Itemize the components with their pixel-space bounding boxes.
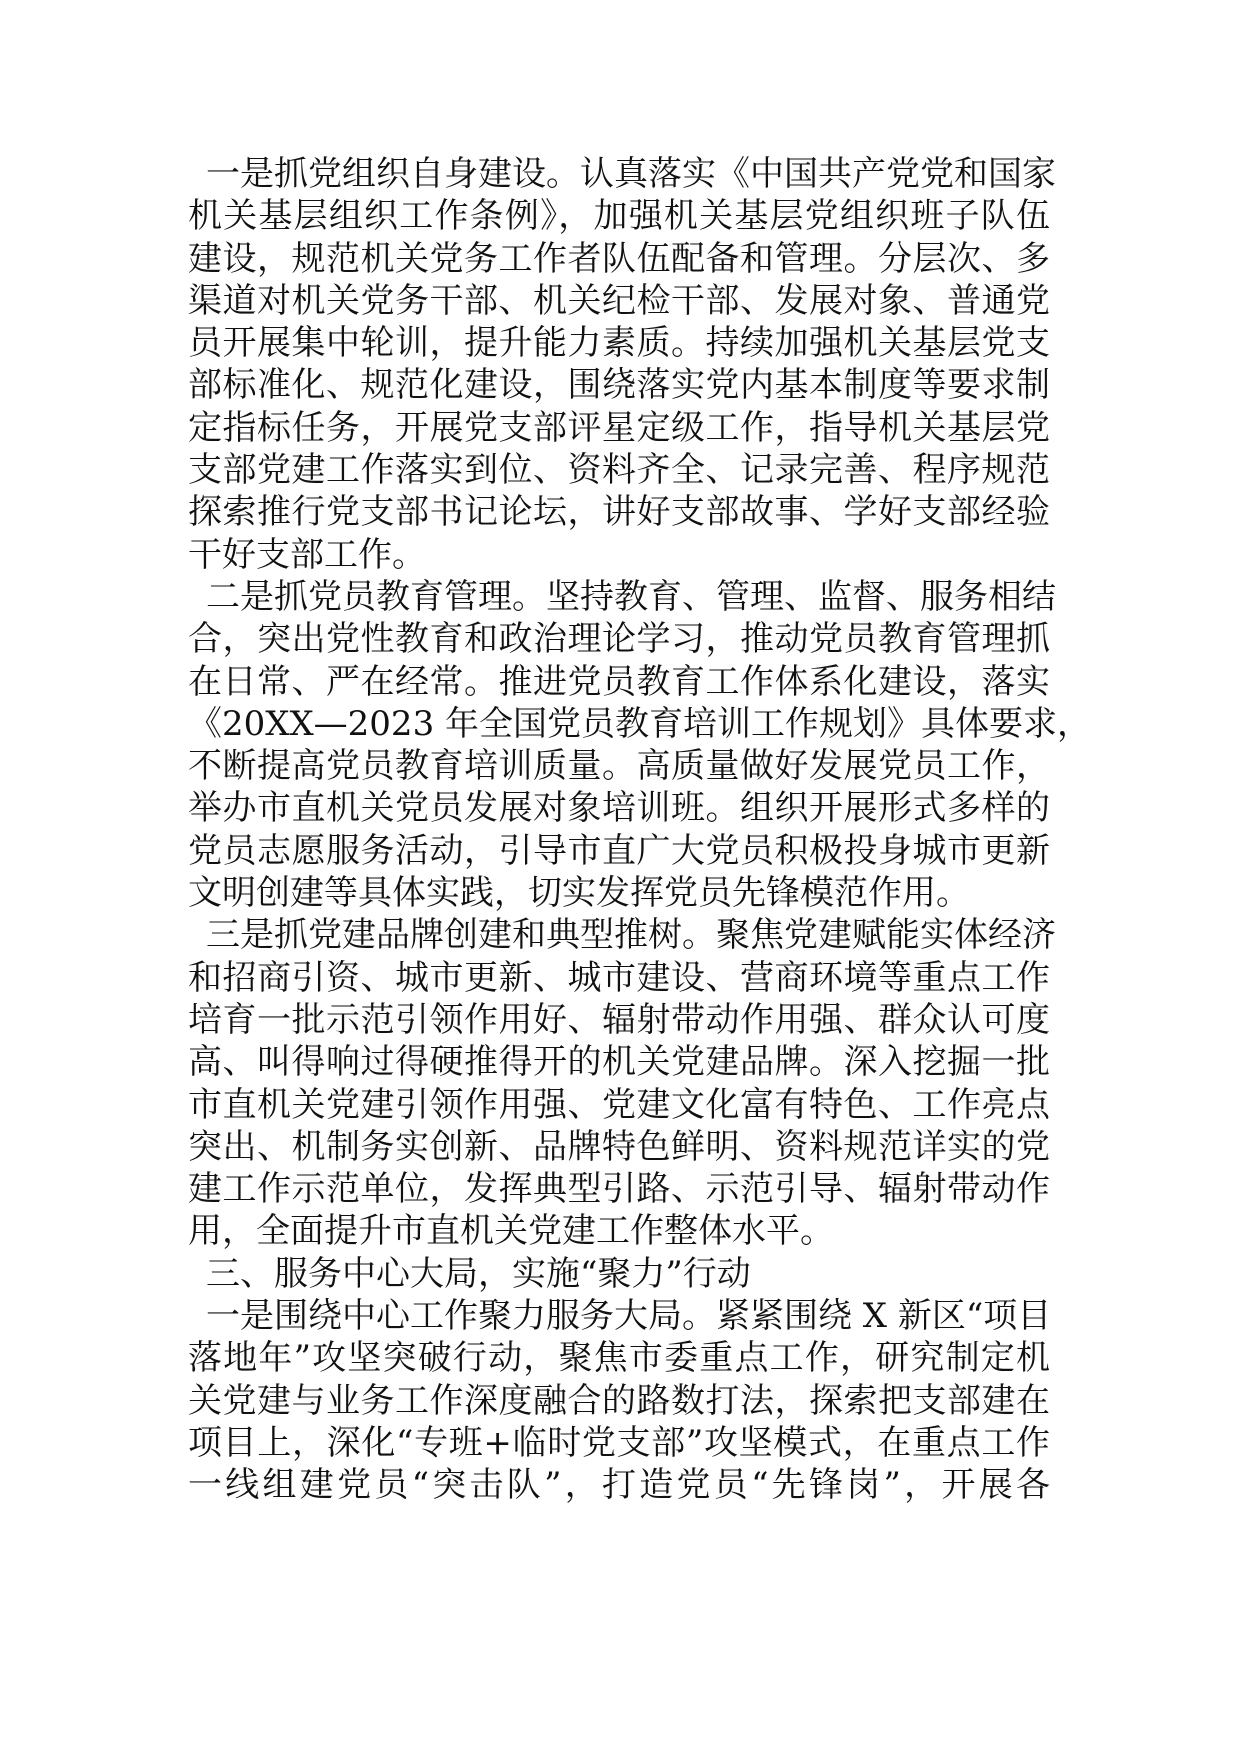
paragraph-2-line: 举办市直机关党员发展对象培训班。组织开展形式多样的 bbox=[188, 788, 1050, 829]
paragraph-1-line: 一是抓党组织自身建设。认真落实《中国共产党党和国家 bbox=[206, 154, 1056, 194]
paragraph-1-line: 干好支部工作。 bbox=[188, 534, 426, 575]
document-page bbox=[188, 153, 1092, 1507]
paragraph-3-line: 突出、机制务实创新、品牌特色鲜明、资料规范详实的党 bbox=[188, 1126, 1050, 1167]
paragraph-2-line: 《20XX—2023 年全国党员教育培训工作规划》具体要求， bbox=[188, 703, 1092, 744]
paragraph-4-line: 落地年”攻坚突破行动，聚焦市委重点工作，研究制定机 bbox=[188, 1338, 1050, 1379]
paragraph-4-line: 关党建与业务工作深度融合的路数打法，探索把支部建在 bbox=[188, 1380, 1050, 1421]
paragraph-4-line: 项目上，深化“专班+临时党支部”攻坚模式，在重点工作 bbox=[188, 1422, 1050, 1463]
section-heading: 三、服务中心大局，实施“聚力”行动 bbox=[206, 1253, 751, 1294]
paragraph-1-line: 渠道对机关党务干部、机关纪检干部、发展对象、普通党 bbox=[188, 280, 1050, 321]
paragraph-2-line: 不断提高党员教育培训质量。高质量做好发展党员工作， bbox=[188, 746, 1050, 787]
paragraph-4-line: 一线组建党员“突击队”，打造党员“先锋岗”，开展各 bbox=[188, 1465, 1050, 1506]
paragraph-3-line: 培育一批示范引领作用好、辐射带动作用强、群众认可度 bbox=[188, 999, 1050, 1040]
paragraph-2-line: 党员志愿服务活动，引导市直广大党员积极投身城市更新 bbox=[188, 830, 1050, 871]
paragraph-3-line: 市直机关党建引领作用强、党建文化富有特色、工作亮点 bbox=[188, 1084, 1050, 1125]
paragraph-2-line: 二是抓党员教育管理。坚持教育、管理、监督、服务相结 bbox=[206, 576, 1056, 617]
paragraph-4-line: 一是围绕中心工作聚力服务大局。紧紧围绕 X 新区“项目 bbox=[206, 1296, 1052, 1337]
paragraph-2-line: 在日常、严在经常。推进党员教育工作体系化建设，落实 bbox=[188, 661, 1050, 702]
paragraph-1-line: 员开展集中轮训，提升能力素质。持续加强机关基层党支 bbox=[188, 323, 1050, 364]
paragraph-1-line: 建设，规范机关党务工作者队伍配备和管理。分层次、多 bbox=[188, 238, 1050, 279]
paragraph-3-line: 和招商引资、城市更新、城市建设、营商环境等重点工作 bbox=[188, 957, 1050, 998]
paragraph-3-line: 高、叫得响过得硬推得开的机关党建品牌。深入挖掘一批 bbox=[188, 1042, 1050, 1083]
paragraph-1-line: 机关基层组织工作条例》，加强机关基层党组织班子队伍 bbox=[188, 196, 1050, 237]
paragraph-1-line: 定指标任务，开展党支部评星定级工作，指导机关基层党 bbox=[188, 407, 1050, 448]
paragraph-3-line: 用，全面提升市直机关党建工作整体水平。 bbox=[188, 1211, 834, 1252]
paragraph-3-line: 建工作示范单位，发挥典型引路、示范引导、辐射带动作 bbox=[188, 1169, 1050, 1210]
paragraph-1-line: 支部党建工作落实到位、资料齐全、记录完善、程序规范 bbox=[188, 450, 1050, 491]
paragraph-2-line: 合，突出党性教育和政治理论学习，推动党员教育管理抓 bbox=[188, 619, 1050, 660]
paragraph-2-line: 文明创建等具体实践，切实发挥党员先锋模范作用。 bbox=[188, 873, 970, 914]
paragraph-3-line: 三是抓党建品牌创建和典型推树。聚焦党建赋能实体经济 bbox=[206, 915, 1056, 956]
paragraph-1-line: 部标准化、规范化建设，围绕落实党内基本制度等要求制 bbox=[188, 365, 1050, 406]
paragraph-1-line: 探索推行党支部书记论坛，讲好支部故事、学好支部经验 bbox=[188, 492, 1050, 533]
